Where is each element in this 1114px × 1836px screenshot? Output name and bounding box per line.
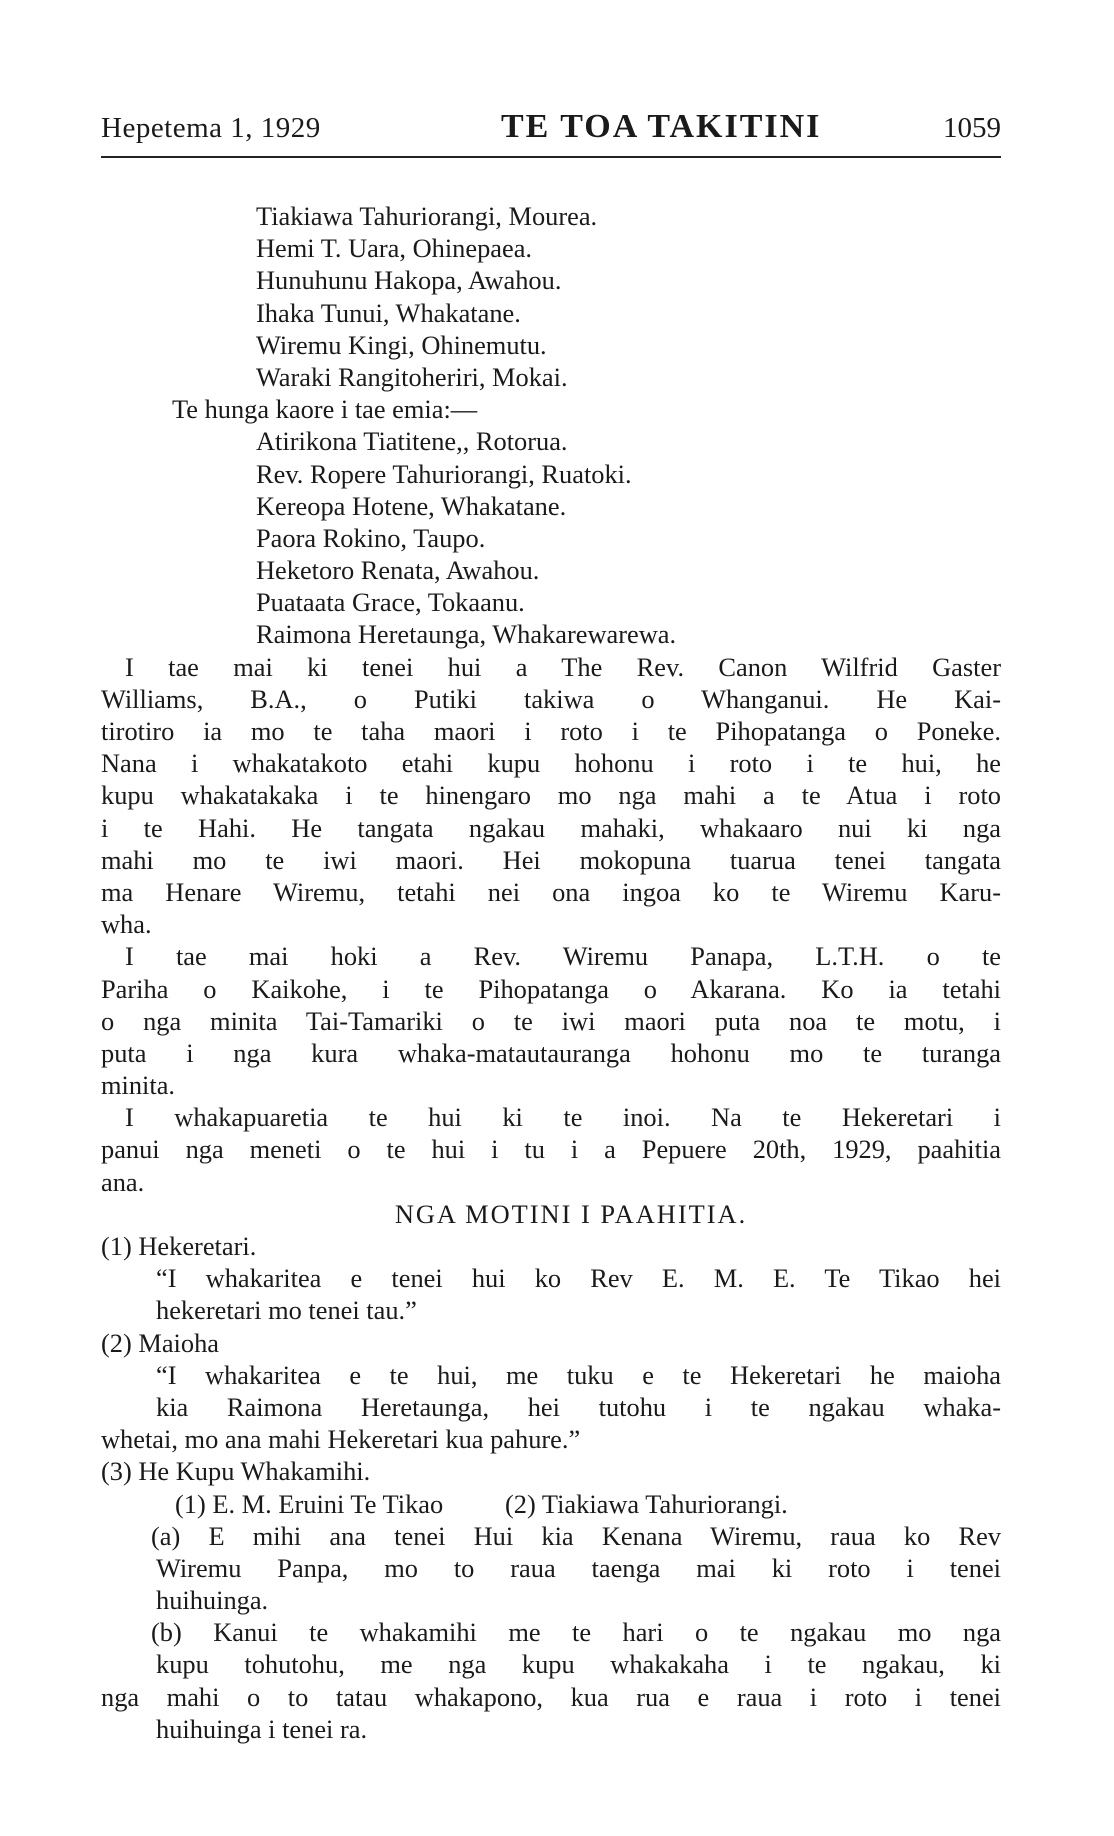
text-line: puta i nga kura whaka-matautauranga hohonu mo te turanga [101,1037,1001,1068]
text-line: minita. [101,1070,176,1101]
list-item: Waraki Rangitoheriri, Mokai. [256,361,568,392]
list-item: Tiakiawa Tahuriorangi, Mourea. [256,201,598,231]
text-line: hekeretari mo tenei tau.” [156,1295,417,1326]
text-line: I whakapuaretia te hui ki te inoi. Na te Hekeretari i [125,1102,1001,1133]
text-line: (a) E mihi ana tenei Hui kia Kenana Wiremu, raua ko Rev [151,1520,1001,1551]
mover-1: (1) E. M. Eruini Te Tikao [175,1488,444,1519]
list-item: Ihaka Tunui, Whakatane. [256,297,521,328]
list-item: Wiremu Kingi, Ohinemutu. [256,329,547,360]
header-rule [101,156,1001,158]
motion-2 [101,1327,1001,1456]
page-header [101,106,1001,152]
text-line: Wiremu Panpa, mo to raua taenga mai ki roto i tenei [156,1552,1001,1583]
text-line: huihuinga. [156,1585,269,1616]
text-line: tirotiro ia mo te taha maori i roto i te Pihopatanga o Poneke. [101,716,1001,746]
text-line: ma Henare Wiremu, tetahi nei ona ingoa ko te Wiremu Karu- [101,876,1001,907]
text-line: (b) Kanui te whakamihi me te hari o te ngakau mo nga [151,1617,1001,1648]
paragraph-prayer [101,1101,1001,1198]
text-line: i te Hahi. He tangata ngakau mahaki, whakaaro nui ki nga [101,812,1001,843]
paragraph-panapa [101,940,1001,1101]
section-heading: NGA MOTINI I PAAHITIA. [394,1198,748,1229]
absent-list [101,425,1001,650]
text-line: wha. [101,909,152,940]
paragraph-williams [101,651,1001,941]
text-line: I tae mai hoki a Rev. Wiremu Panapa, L.T.H. o te [125,941,1001,972]
motion-label: (3) He Kupu Whakamihi. [101,1456,371,1487]
list-item: Heketoro Renata, Awahou. [256,555,540,586]
motion-label: (2) Maioha [101,1327,219,1358]
mover-2: (2) Tiakiawa Tahuriorangi. [505,1488,788,1519]
list-item: Puataata Grace, Tokaanu. [256,587,525,618]
text-line: “I whakaritea e te hui, me tuku e te Hekeretari he maioha [156,1359,1001,1390]
text-line: Nana i whakatakoto etahi kupu hohonu i roto i te hui, he [101,748,1001,779]
text-line: kia Raimona Heretaunga, hei tutohu i te ngakau whaka- [156,1391,1001,1422]
article-body [101,200,1001,1745]
motion-label: (1) Hekeretari. [101,1231,257,1261]
text-line: kupu whakatakaka i te hinengaro mo nga mahi a te Atua i roto [101,780,1001,811]
motion-3 [101,1455,1001,1745]
text-line: whetai, mo ana mahi Hekeretari kua pahure.” [101,1424,581,1455]
list-item: Paora Rokino, Taupo. [256,522,486,553]
list-item: Kereopa Hotene, Whakatane. [256,490,567,521]
publication-title: TE TOA TAKITINI [501,108,822,145]
list-item: Raimona Heretaunga, Whakarewarewa. [256,619,677,650]
list-item: Hunuhunu Hakopa, Awahou. [256,265,562,296]
text-line: kupu tohutohu, me nga kupu whakakaha i te ngakau, ki [156,1649,1001,1680]
text-line: ana. [101,1166,145,1197]
text-line: Williams, B.A., o Putiki takiwa o Whanganui. He Kai- [101,683,1001,714]
text-line: panui nga meneti o te hui i tu i a Pepuere 20th, 1929, paahitia [101,1134,1001,1165]
present-list [101,200,1001,393]
text-line: Pariha o Kaikohe, i te Pihopatanga o Akarana. Ko ia tetahi [101,973,1001,1004]
text-line: mahi mo te iwi maori. Hei mokopuna tuarua tenei tangata [101,844,1001,875]
list-item: Hemi T. Uara, Ohinepaea. [256,233,533,264]
list-item: Rev. Ropere Tahuriorangi, Ruatoki. [256,458,632,489]
text-line: huihuinga i tenei ra. [156,1713,368,1744]
text-line: nga mahi o to tatau whakapono, kua rua e raua i roto i tenei [101,1681,1001,1712]
text-line: “I whakaritea e tenei hui ko Rev E. M. E. Te Tikao hei [156,1263,1001,1294]
motion-1 [101,1230,1001,1327]
page-number: 1059 [943,112,1001,144]
list-item: Atirikona Tiatitene,, Rotorua. [256,426,568,457]
absent-intro: Te hunga kaore i tae emia:— [172,394,478,425]
issue-date: Hepetema 1, 1929 [101,112,321,144]
text-line: o nga minita Tai-Tamariki o te iwi maori puta noa te motu, i [101,1005,1001,1036]
movers-line [101,1488,1001,1520]
text-line: I tae mai ki tenei hui a The Rev. Canon Wilfrid Gaster [125,651,1001,682]
